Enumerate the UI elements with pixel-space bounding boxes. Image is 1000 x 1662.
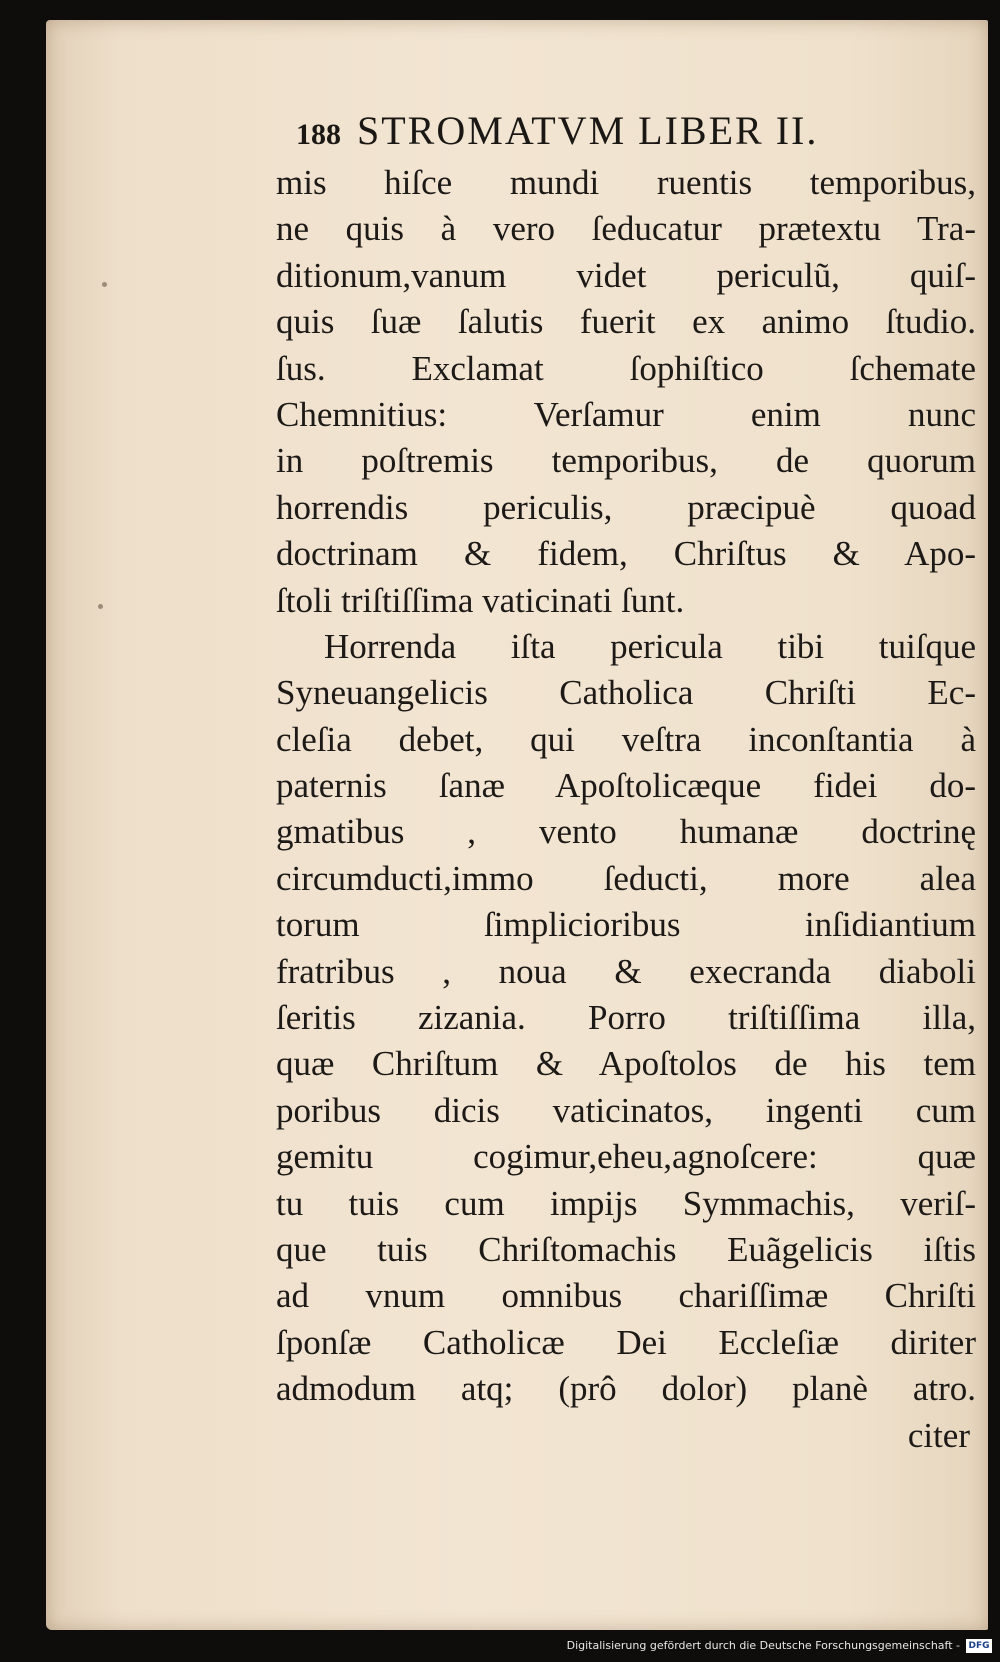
text-line: mis hiſce mundi ruentis temporibus, [276, 163, 976, 202]
catchword: citer [907, 1415, 970, 1455]
page-header [296, 106, 956, 156]
text-line: quæ Chriſtum & Apoſtolos de his tem [276, 1044, 976, 1084]
body-text [276, 160, 976, 1459]
text-line: ditionum,vanum videt periculũ, quiſ- [276, 255, 976, 295]
paper-speck [102, 282, 107, 287]
text-line: ſus. Exclamat ſophiſtico ſchemate [276, 348, 976, 388]
text-line: Syneuangelicis Catholica Chriſti Ec- [276, 673, 976, 713]
text-line: fratribus , noua & execranda diaboli [276, 951, 976, 991]
text-line: horrendis periculis, præcipuè quoad [276, 487, 976, 527]
text-line: ad vnum omnibus chariſſimæ Chriſti [276, 1276, 976, 1316]
text-line: Horrenda iſta pericula tibi tuiſque [324, 626, 976, 666]
text-line: ne quis à vero ſeducatur prætextu Tra- [276, 209, 976, 249]
text-line: Chemnitius: Verſamur enim nunc [276, 394, 976, 434]
text-line: admodum atq; (prô dolor) planè atro. [276, 1369, 976, 1409]
text-line: tu tuis cum impijs Symmachis, veriſ- [276, 1183, 976, 1223]
text-line: ſeritis zizania. Porro triſtiſſima illa, [276, 998, 976, 1038]
page-number: 188 [296, 118, 341, 151]
text-line: paternis ſanæ Apoſtolicæque fidei do- [276, 766, 976, 806]
text-line: doctrinam & fidem, Chriſtus & Apo- [276, 534, 976, 574]
dfg-logo-icon: DFG [966, 1639, 992, 1653]
text-line: quis ſuæ ſalutis fuerit ex animo ſtudio. [276, 302, 976, 342]
digitization-footer [567, 1636, 992, 1656]
text-line: ſponſæ Catholicæ Dei Eccleſiæ diriter [276, 1322, 976, 1362]
text-line: circumducti,immo ſeducti, more alea [276, 858, 976, 898]
footer-credit: Digitalisierung gefördert durch die Deutsche Forschungsgemeinschaft - [566, 1639, 960, 1652]
text-line: gemitu cogimur,eheu,agnoſcere: quæ [276, 1137, 976, 1177]
text-line: poribus dicis vaticinatos, ingenti cum [276, 1090, 976, 1130]
text-line: ſtoli triſtiſſima vaticinati ſunt. [276, 580, 685, 620]
text-line: torum ſimplicioribus inſidiantium [276, 905, 976, 945]
text-line: in poſtremis temporibus, de quorum [276, 441, 976, 481]
running-title: STROMATVM LIBER II. [357, 108, 819, 153]
text-line: gmatibus , vento humanæ doctrinę [276, 812, 976, 852]
text-line: cleſia debet, qui veſtra inconſtantia à [276, 719, 976, 759]
paper-speck [98, 604, 103, 609]
text-line: que tuis Chriſtomachis Euãgelicis iſtis [276, 1229, 976, 1269]
